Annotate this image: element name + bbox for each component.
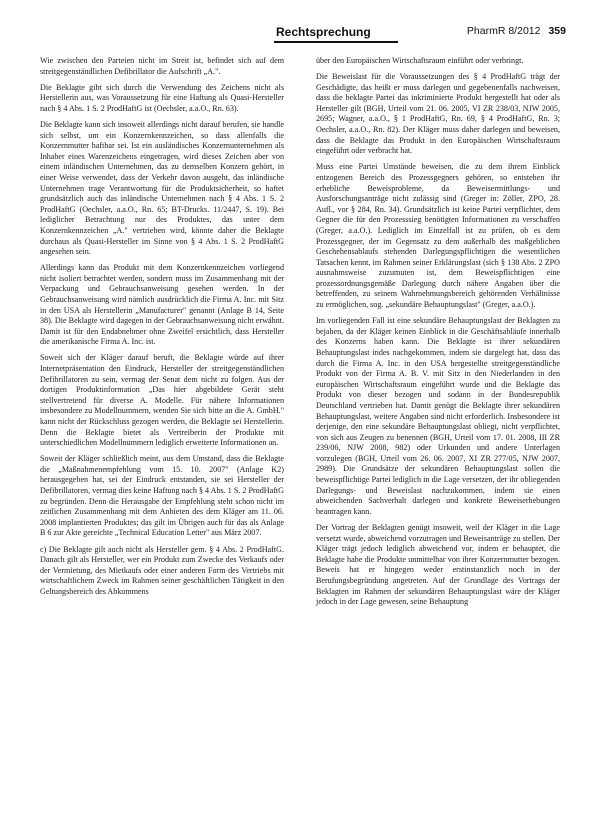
paragraph: Im vorliegenden Fall ist eine sekundäre Behauptungslast der Beklagten zu bejahen, da der Kläger keinen Einblick in die Geschäftsabläufe innerhalb des Konzerns haben kann. Die Beklagte ist ihrer sekundären Behauptungslast indes nachgekommen, indem sie dargelegt hat, dass das durch die Firma A. Inc. in den USA hergestellte streitgegenständliche Produkt von der Firma A. B. V. mit Sitz in den Niederlanden in den europäischen Wirtschaftsraum eingeführt wurde und die Beklagte das Produkt von dieser bezogen und sodann in der Bundesrepublik Deutschland vertrieben hat. Damit genügt die Beklagte ihrer sekundären Behauptungslast, weitere Angaben sind nicht erforderlich. Insbesondere ist derjenige, den eine sekundäre Behauptungslast obliegt, nicht verpflichtet, von sich aus Zeugen zu benennen (BGH, Urteil vom 17. 01. 2008, III ZR 239/06, NJW 2008, 982) oder Urkunden und andere Unterlagen vorzulegen (BGH, Urteil vom 26. 06. 2007, XI ZR 277/05, NJW 2007, 2989). Die Grundsätze der sekundären Behauptungslast sollen die beweispflichtige Partei lediglich in die Lage versetzen, der ihr obliegenden Darlegungs- und Beweislast nachzukommen, indem sie einen abweichenden Sachverhalt darlegen und konkrete Beweiserhebungen beantragen kann. <box>316 316 560 516</box>
paragraph: Soweit sich der Kläger darauf beruft, die Beklagte würde auf ihrer Internetpräsentation den Eindruck, Hersteller der streitgegenständlichen Defibrillatoren zu sein, vermag der Senat dem nicht zu folgen. Aus der dortigen Produktinformation „Das hier abgebildete Gerät steht stellvertretend für diverse A. Modelle. Für nähere Informationen insbesondere zu Modellnummern, wenden Sie sich bitte an die A. GmbH." kann nicht der Rückschluss gezogen werden, die Beklagte sei Herstellerin. Denn die Beklagte bietet als Vertreiberin der Produkte mit unterschiedlichen Modellnummern lediglich erweiterte Informationen an. <box>40 353 284 448</box>
paragraph: Die Beweislast für die Voraussetzungen des § 4 ProdHaftG trägt der Geschädigte, das heißt er muss darlegen und gegebenenfalls nachweisen, dass die beklagte Partei das inkriminierte Produkt hergestellt hat oder als Hersteller gilt (BGH, Urteil vom 21. 06. 2005, VI ZR 238/03, NJW 2005, 2695; Wagner, a.a.O., § 1 ProdHaftG, Rn. 69, § 4 ProdHaftG, Rn. 3; Oechsler, a.a.O., Rn. 82). Der Kläger muss daher darlegen und beweisen, dass die Beklagte das Produkt in den Europäischen Wirtschaftsraum eingeführt oder verbracht hat. <box>316 72 560 156</box>
paragraph: Der Vortrag der Beklagten genügt insoweit, weil der Kläger in die Lage versetzt wurde, abweichend vorzutragen und Beweisanträge zu stellen. Der Kläger trägt jedoch lediglich abweichend vor, indem er behauptet, die Beklagte habe die Produkte unmittelbar von ihrer Konzernmutter bezogen. Beweis hat er hingegen weder erstinstanzlich noch in der Berufungsbegründung angetreten. Auf der Grundlage des Vortrags der Beklagten im Rahmen der sekundären Behauptungslast wäre der Kläger jedoch in der Lage gewesen, seine Behauptung <box>316 522 560 607</box>
journal-info <box>467 25 566 37</box>
right-column <box>316 56 560 613</box>
paragraph: über den Europäischen Wirtschaftsraum einführt oder verbringt. <box>316 56 524 65</box>
paragraph: Die Beklagte gibt sich durch die Verwendung des Zeichens nicht als Herstellerin aus, was Voraussetzung für eine Haftung als Quasi-Hersteller nach § 4 Abs. 1 S. 2 ProdHaftG ist (Oechsler, a.a.O., Rn. 63). <box>40 82 284 113</box>
paragraph: Soweit der Kläger schließlich meint, aus dem Umstand, dass die Beklagte die „Maßnahmenempfehlung vom 15. 10. 2007" (Anlage K2) herausgegeben hat, sei der Eindruck entstanden, sie sei Hersteller der Defibrillatoren, vermag dies keine Haftung nach § 4 Abs. 1 S. 2 ProdHaftG zu begründen. Denn die Herausgabe der Empfehlung steht schon nicht im zeitlichen Zusammenhang mit dem Anbieten des dem Kläger am 11. 06. 2008 implantierten Produktes; das gilt im Übrigen auch für das als Anlage B 6 zur Akte gereichte „Technical Education Letter" aus März 2007. <box>40 454 284 538</box>
page-header <box>42 22 570 44</box>
section-underline <box>274 41 398 43</box>
paragraph: Wie zwischen den Parteien nicht im Streit ist, befindet sich auf dem streitgegenständlichen Defibrillator die Aufschrift „A.". <box>40 56 284 76</box>
paragraph: Muss eine Partei Umstände beweisen, die zu dem ihrem Einblick entzogenen Bereich des Prozessgegners gehören, so entstehen ihr erhebliche Beweisprobleme, da Beweisermittlungs- und Ausforschungsanträge nicht zulässig sind (Greger in: Zöller, ZPO, 28. Aufl., vor § 284, Rn. 34). Grundsätzlich ist keine Partei verpflichtet, dem Gegner die für den Prozesssieg benötigten Informationen zu verschaffen (Greger, a.a.O.). Lediglich im Einzelfall ist zu prüfen, ob es dem Prozessgegner, der im Gegensatz zu dem außerhalb des maßgeblichen Geschehensablaufs stehenden Darlegungspflichtigen die wesentlichen Tatsachen kennt, im Rahmen seiner Erklärungslast (sich § 138 Abs. 2 ZPO ausnahmsweise zuzumuten ist, dem Beweispflichtigen eine prozessordnungsgemäße Darlegung durch nähere Angaben über die betreffenden, zu seinem Wahrnehmungsbereich gehörenden Verhältnisse zu ermöglichen, sog. „sekundäre Behauptungslast" (Greger, a.a.O.). <box>316 162 560 310</box>
page-number: 359 <box>548 25 566 37</box>
section-title: Rechtsprechung <box>276 25 371 39</box>
journal-issue: PharmR 8/2012 <box>466 25 541 37</box>
paragraph: c) Die Beklagte gilt auch nicht als Hersteller gem. § 4 Abs. 2 ProdHaftG. Danach gilt als Hersteller, wer ein Produkt zum Zwecke des Verkaufs oder der Vermietung, des Mietkaufs oder einer anderen Form des Vertriebs mit wirtschaftlichem Zweck im Rahmen seiner geschäftlichen Tätigkeit in den Geltungsbereich des Abkommens <box>40 544 284 596</box>
left-column <box>40 56 284 603</box>
paragraph: Die Beklagte kann sich insoweit allerdings nicht darauf berufen, sie handle sich selbst, um ein Konzernkennzeichen, so dass allenfalls die Konzernmutter haftbar sei. Ist ein ausländisches Konzernunternehmen als Inhaber eines Warenzeichens eingetragen, wird dieses Zeichen aber von einem inländischen Unternehmen, das zu demselben Konzern gehört, in einer Weise verwendet, dass der Verkehr davon ausgeht, das inländische Unternehmen trage Verantwortung für die Produktsicherheit, so haftet grundsätzlich auch das inländische Unternehmen nach § 4 Abs. 1 S. 2 ProdHaftG (Oechsler, a.a.O., Rn. 65; BT-Drucks. 11/2447, S. 19). Bei lediglicher Betrachtung nur des Produktes, das unter dem Konzernkennzeichen „A." vertrieben wird, könnte daher die Beklagte durchaus als Quasi-Hersteller im Sinne von § 4 Abs. 1 S. 2 ProdHaftG angesehen sein. <box>40 119 284 257</box>
paragraph: Allerdings kann das Produkt mit dem Konzernkennzeichen vorliegend nicht isoliert betrachtet werden, sondern muss im Zusammenhang mit der Verpackung und Gebrauchsanweisung gesehen werden. In der Gebrauchsanweisung wird nämlich ausdrücklich die Firma A. Inc. mit Sitz in den USA als Herstellerin „Manufacturer" genannt (Anlage B 14, Seite 38). Die Beklagte wird dagegen in der Gebrauchsanweisung nicht erwähnt. Damit ist für den Endabnehmer ohne Zweifel ersichtlich, dass Hersteller die amerikanische Firma A. Inc. ist. <box>40 263 284 347</box>
